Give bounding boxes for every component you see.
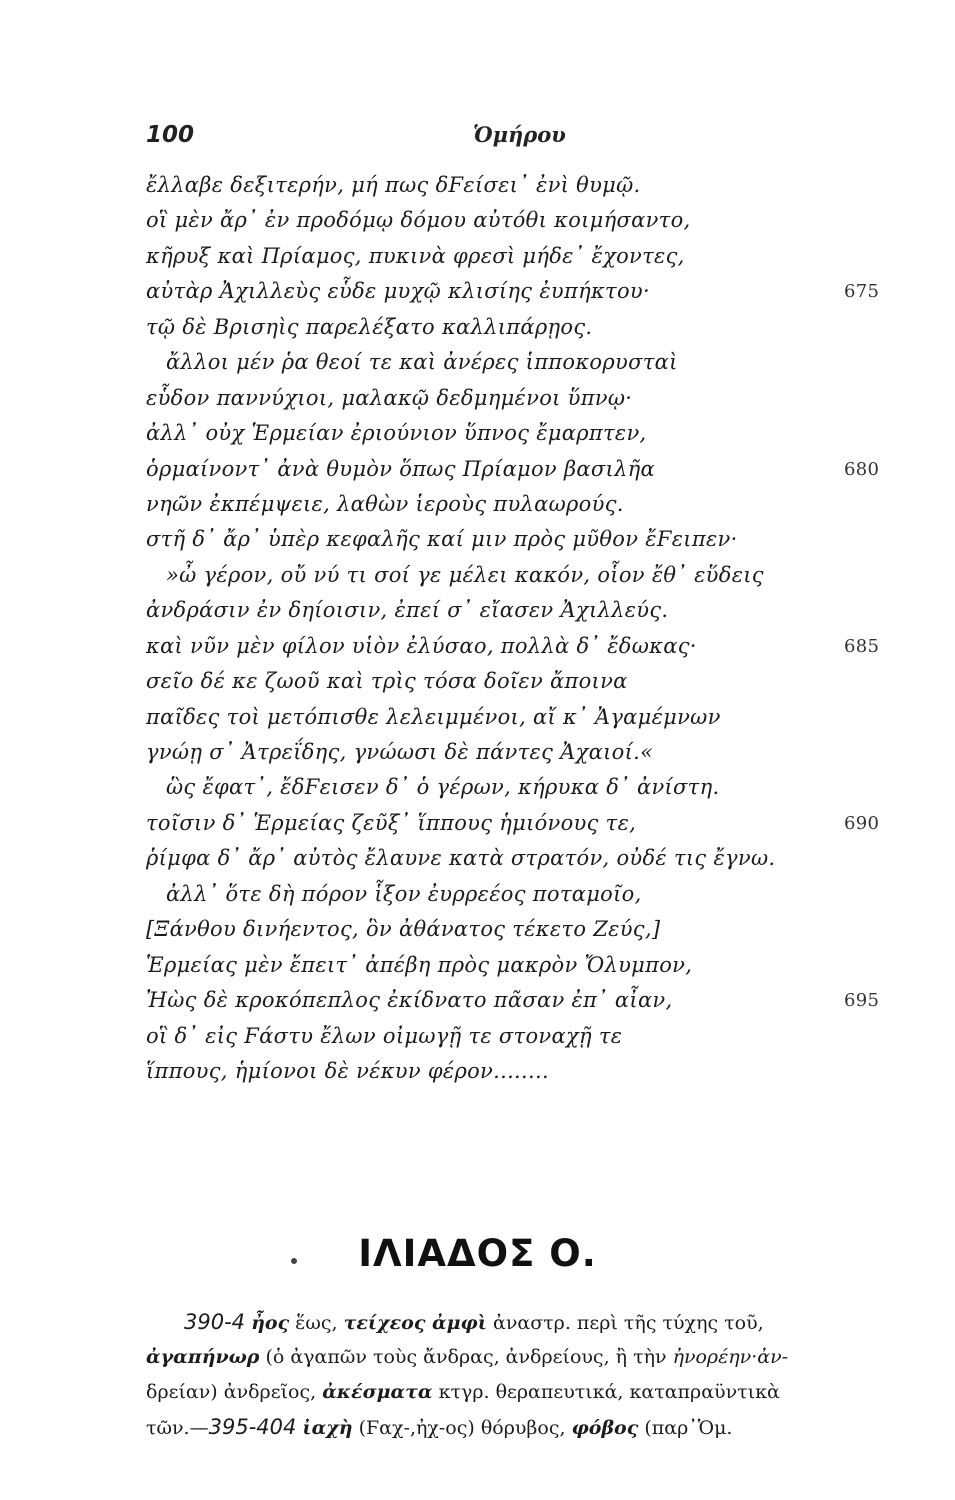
verse-text: οἳ μὲν ἄρ᾽ ἐν προδόμῳ δόμου αὐτόθι κοιμήσαντο, bbox=[146, 208, 691, 233]
verse-text: αὐτὰρ Ἀχιλλεὺς εὗδε μυχῷ κλισίης ἐυπήκτου· bbox=[146, 279, 650, 304]
verse-text: τῷ δὲ Βρισηὶς παρελέξατο καλλιπάρῃος. bbox=[146, 314, 593, 339]
verse-line bbox=[146, 1019, 876, 1054]
verse-line bbox=[146, 452, 880, 487]
verse-text: νηῶν ἐκπέμψειε, λαθὼν ἱεροὺς πυλαωρούς. bbox=[146, 491, 624, 516]
verse-line bbox=[146, 735, 876, 770]
verse-text: στῆ δ᾽ ἄρ᾽ ὑπὲρ κεφαλῆς καί μιν πρὸς μῦθον ἔϜειπεν· bbox=[146, 527, 738, 552]
verse-text: ἄλλοι μέν ῥα θεοί τε καὶ ἀνέρες ἱπποκορυσταὶ bbox=[166, 350, 678, 375]
verse-text: [Ξάνθου δινήεντος, ὃν ἀθάνατος τέκετο Ζεύς,] bbox=[146, 917, 661, 942]
verse-line bbox=[146, 558, 876, 593]
verse-text: τοῖσιν δ᾽ Ἑρμείας ζεῦξ᾽ ἵππους ἡμιόνους τε, bbox=[146, 810, 637, 835]
verse-text: σεῖο δέ κε ζωοῦ καὶ τρὶς τόσα δοῖεν ἄποινα bbox=[146, 669, 628, 694]
running-head: Ὁμήρου bbox=[473, 122, 566, 147]
verse-text: οἳ δ᾽ εἰς Ϝάστυ ἔλων οἰμωγῇ τε στοναχῇ τε bbox=[146, 1023, 623, 1048]
verse-text: ἀλλ᾽ ὅτε δὴ πόρον ἷξον ἐυρρεέος ποταμοῖο, bbox=[166, 881, 642, 906]
verse-line bbox=[146, 983, 880, 1018]
section-title: ΙΛΙΑΔΟΣ Ο. bbox=[358, 1232, 597, 1275]
lemma-italic: ἠνορέην·ἀν- bbox=[672, 1346, 789, 1368]
verse-text: ἀνδράσιν ἐν δηίοισιν, ἐπεί σ᾽ εἴασεν Ἀχιλλεύς. bbox=[146, 598, 669, 623]
line-number: 680 bbox=[844, 458, 880, 480]
verse-text: κῆρυξ καὶ Πρίαμος, πυκινὰ φρεσὶ μήδε᾽ ἔχοντες, bbox=[146, 243, 685, 268]
commentary-line bbox=[146, 1375, 898, 1410]
lemma: ἦος bbox=[251, 1312, 290, 1334]
verse-text: ἀλλ᾽ οὐχ Ἑρμείαν ἐριούνιον ὕπνος ἔμαρπτεν, bbox=[146, 421, 647, 446]
lemma: ἀγαπήνωρ bbox=[146, 1346, 260, 1368]
gloss: ἕως, bbox=[289, 1312, 344, 1334]
gloss: (Ϝαχ-,ἠχ-ος) θόρυβος, bbox=[352, 1417, 572, 1439]
commentary-line bbox=[146, 1305, 898, 1340]
verse-line bbox=[146, 345, 876, 380]
lemma: ἀκέσματα bbox=[322, 1381, 433, 1403]
verse-line bbox=[146, 239, 876, 274]
verse-line bbox=[146, 948, 876, 983]
verse-line bbox=[146, 1054, 876, 1089]
line-number: 685 bbox=[844, 635, 880, 657]
gloss: ἀναστρ. περὶ τῆς τύχης τοῦ, bbox=[486, 1312, 764, 1334]
commentary-block bbox=[146, 1305, 898, 1445]
verse-line bbox=[146, 381, 876, 416]
verse-text: Ἠὼς δὲ κροκόπεπλος ἐκίδνατο πᾶσαν ἐπ᾽ αἶαν, bbox=[146, 988, 673, 1013]
commentary-line bbox=[146, 1340, 898, 1375]
gloss: (ὁ ἀγαπῶν τοὺς ἄνδρας, ἀνδρείους, ἢ τὴν bbox=[259, 1346, 673, 1368]
line-reference: 390-4 bbox=[184, 1310, 246, 1334]
commentary-line bbox=[146, 1410, 898, 1445]
verse-text: ὣς ἔφατ᾽, ἔδϜεισεν δ᾽ ὁ γέρων, κήρυκα δ᾽ ἀνίστη. bbox=[166, 775, 720, 800]
verse-text: ἔλλαβε δεξιτερήν, μή πως δϜείσει᾽ ἐνὶ θυμῷ. bbox=[146, 173, 641, 197]
verse-line bbox=[146, 593, 876, 628]
verse-text: καὶ νῦν μὲν φίλον υἱὸν ἐλύσαο, πολλὰ δ᾽ ἔδωκας· bbox=[146, 633, 697, 658]
page-number: 100 bbox=[146, 122, 195, 148]
lemma: τείχεος ἀμφὶ bbox=[343, 1312, 487, 1334]
verse-text: γνώῃ σ᾽ Ἀτρεΐδης, γνώωσι δὲ πάντες Ἀχαιοί.« bbox=[146, 740, 654, 764]
gloss: δρείαν) ἀνδρεῖος, bbox=[146, 1381, 323, 1403]
verse-line bbox=[146, 416, 876, 451]
lemma: φόβος bbox=[571, 1417, 639, 1439]
gloss: κτγρ. θεραπευτικά, καταπραϋντικὰ bbox=[432, 1381, 780, 1403]
verse-line bbox=[146, 487, 876, 522]
gloss: τῶν.— bbox=[146, 1417, 209, 1439]
verse-line bbox=[146, 700, 876, 735]
verse-line bbox=[146, 806, 880, 841]
verse-text: εὗδον παννύχιοι, μαλακῷ δεδμημένοι ὕπνῳ· bbox=[146, 385, 633, 410]
line-number: 675 bbox=[844, 281, 880, 303]
line-number: 690 bbox=[844, 812, 880, 834]
verse-text: ὁρμαίνοντ᾽ ἀνὰ θυμὸν ὅπως Πρίαμον βασιλῆα bbox=[146, 456, 656, 481]
verse-text: παῖδες τοὶ μετόπισθε λελειμμένοι, αἴ κ᾽ Ἀγαμέμνων bbox=[146, 704, 721, 729]
verse-text: ῥίμφα δ᾽ ἄρ᾽ αὐτὸς ἔλαυνε κατὰ στρατόν, οὐδέ τις ἔγνω. bbox=[146, 846, 776, 871]
verse-text: ἵππους, ἡμίονοι δὲ νέκυν φέρον........ bbox=[146, 1058, 549, 1083]
verse-text: »ὦ γέρον, οὔ νύ τι σοί γε μέλει κακόν, οἷον ἔθ᾽ εὕδεις bbox=[166, 562, 764, 587]
verse-line bbox=[146, 664, 876, 699]
gloss: (παρ᾽Ὁμ. bbox=[638, 1417, 733, 1439]
verse-block bbox=[146, 168, 880, 1089]
verse-line bbox=[146, 877, 876, 912]
verse-line bbox=[146, 168, 876, 203]
verse-line bbox=[146, 912, 876, 947]
verse-text: Ἑρμείας μὲν ἔπειτ᾽ ἀπέβη πρὸς μακρὸν Ὄλυμπον, bbox=[146, 952, 693, 977]
line-number: 695 bbox=[844, 990, 880, 1012]
verse-line bbox=[146, 203, 876, 238]
verse-line bbox=[146, 522, 876, 557]
verse-line bbox=[146, 841, 876, 876]
verse-line bbox=[146, 629, 880, 664]
verse-line bbox=[146, 274, 880, 309]
verse-line bbox=[146, 770, 876, 805]
verse-line bbox=[146, 310, 876, 345]
line-reference: 395-404 bbox=[208, 1415, 297, 1439]
lemma: ἰαχὴ bbox=[302, 1417, 353, 1439]
